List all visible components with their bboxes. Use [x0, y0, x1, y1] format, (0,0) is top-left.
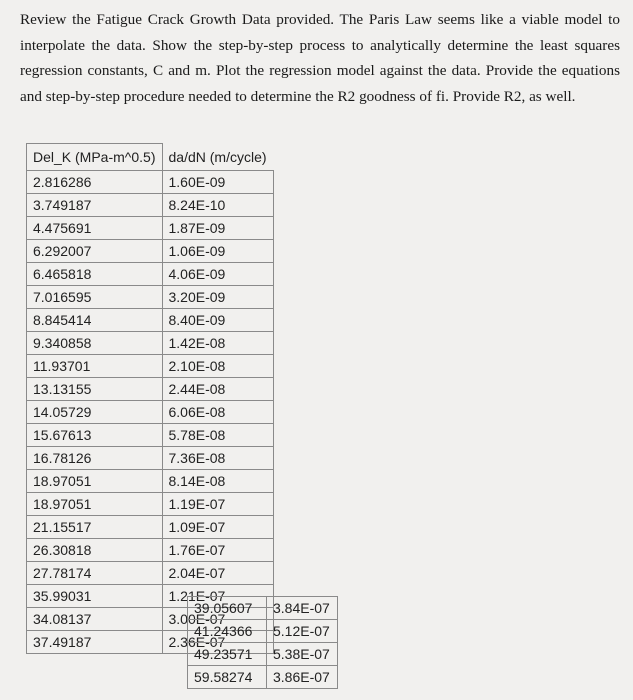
- crack-growth-rate-cell: 5.78E-08: [162, 424, 273, 447]
- delta-k-cell: 49.23571: [188, 643, 267, 666]
- problem-statement: Review the Fatigue Crack Growth Data provided. The Paris Law seems like a viable model to interpolate the data. Show the step-by-step process to analytically determine the least squares regression constants, C and m. Plot the regression model against the data. Provide the equations and step-by-step procedure needed to determine the R2 goodness of fi. Provide R2, as well.: [20, 11, 620, 105]
- delta-k-cell: 26.30818: [27, 539, 163, 562]
- crack-growth-rate-cell: 4.06E-09: [162, 263, 273, 286]
- table-row: [27, 516, 274, 539]
- table-row: [27, 424, 274, 447]
- crack-growth-rate-column-header: da/dN (m/cycle): [162, 144, 273, 171]
- delta-k-cell: 4.475691: [27, 217, 163, 240]
- crack-growth-rate-cell: 2.44E-08: [162, 378, 273, 401]
- table-row: [188, 620, 338, 643]
- delta-k-cell: 6.465818: [27, 263, 163, 286]
- delta-k-cell: 37.49187: [27, 631, 163, 654]
- table-row: [27, 332, 274, 355]
- delta-k-cell: 2.816286: [27, 171, 163, 194]
- table-row: [27, 309, 274, 332]
- delta-k-cell: 11.93701: [27, 355, 163, 378]
- delta-k-cell: 41.24366: [188, 620, 267, 643]
- delta-k-cell: 21.15517: [27, 516, 163, 539]
- delta-k-cell: 34.08137: [27, 608, 163, 631]
- crack-growth-rate-cell: 8.14E-08: [162, 470, 273, 493]
- delta-k-column-header: Del_K (MPa-m^0.5): [27, 144, 163, 171]
- delta-k-cell: 6.292007: [27, 240, 163, 263]
- table-row: [188, 597, 338, 620]
- table-row: [27, 562, 274, 585]
- crack-growth-rate-cell: 6.06E-08: [162, 401, 273, 424]
- crack-growth-rate-cell: 1.19E-07: [162, 493, 273, 516]
- crack-growth-rate-cell: 1.60E-09: [162, 171, 273, 194]
- delta-k-cell: 18.97051: [27, 493, 163, 516]
- table-row: [27, 378, 274, 401]
- table-header-row: [27, 144, 274, 171]
- table-row: [27, 263, 274, 286]
- crack-growth-data-table: [26, 143, 274, 654]
- delta-k-cell: 39.05607: [188, 597, 267, 620]
- table-row: [27, 217, 274, 240]
- delta-k-cell: 27.78174: [27, 562, 163, 585]
- delta-k-cell: 13.13155: [27, 378, 163, 401]
- crack-growth-rate-cell: 5.38E-07: [267, 643, 338, 666]
- crack-growth-rate-cell: 8.40E-09: [162, 309, 273, 332]
- table-row: [27, 539, 274, 562]
- delta-k-cell: 35.99031: [27, 585, 163, 608]
- table-row: [27, 355, 274, 378]
- crack-growth-rate-cell: 7.36E-08: [162, 447, 273, 470]
- crack-growth-rate-cell: 1.42E-08: [162, 332, 273, 355]
- table-row: [27, 194, 274, 217]
- table-row: [188, 643, 338, 666]
- crack-growth-rate-cell: 5.12E-07: [267, 620, 338, 643]
- delta-k-cell: 7.016595: [27, 286, 163, 309]
- table-row: [27, 470, 274, 493]
- crack-growth-rate-cell: 3.86E-07: [267, 666, 338, 689]
- table-row: [27, 171, 274, 194]
- table-row: [27, 240, 274, 263]
- delta-k-cell: 15.67613: [27, 424, 163, 447]
- crack-growth-rate-cell: 8.24E-10: [162, 194, 273, 217]
- table-row: [188, 666, 338, 689]
- table-row: [27, 286, 274, 309]
- crack-growth-rate-cell: 1.87E-09: [162, 217, 273, 240]
- crack-growth-rate-cell: 2.36E-07: [162, 631, 273, 654]
- delta-k-cell: 9.340858: [27, 332, 163, 355]
- delta-k-cell: 8.845414: [27, 309, 163, 332]
- crack-growth-rate-cell: 3.00E-07: [162, 608, 273, 631]
- table-row: [27, 447, 274, 470]
- crack-growth-rate-cell: 1.21E-07: [162, 585, 273, 608]
- crack-growth-rate-cell: 2.04E-07: [162, 562, 273, 585]
- crack-growth-rate-cell: 1.09E-07: [162, 516, 273, 539]
- crack-growth-rate-cell: 1.06E-09: [162, 240, 273, 263]
- delta-k-cell: 3.749187: [27, 194, 163, 217]
- delta-k-cell: 59.58274: [188, 666, 267, 689]
- crack-growth-rate-cell: 3.20E-09: [162, 286, 273, 309]
- crack-growth-data-table-continued: [187, 596, 338, 689]
- crack-growth-rate-cell: 2.10E-08: [162, 355, 273, 378]
- table-row: [27, 401, 274, 424]
- delta-k-cell: 16.78126: [27, 447, 163, 470]
- delta-k-cell: 14.05729: [27, 401, 163, 424]
- delta-k-cell: 18.97051: [27, 470, 163, 493]
- crack-growth-rate-cell: 3.84E-07: [267, 597, 338, 620]
- table-row: [27, 493, 274, 516]
- crack-growth-rate-cell: 1.76E-07: [162, 539, 273, 562]
